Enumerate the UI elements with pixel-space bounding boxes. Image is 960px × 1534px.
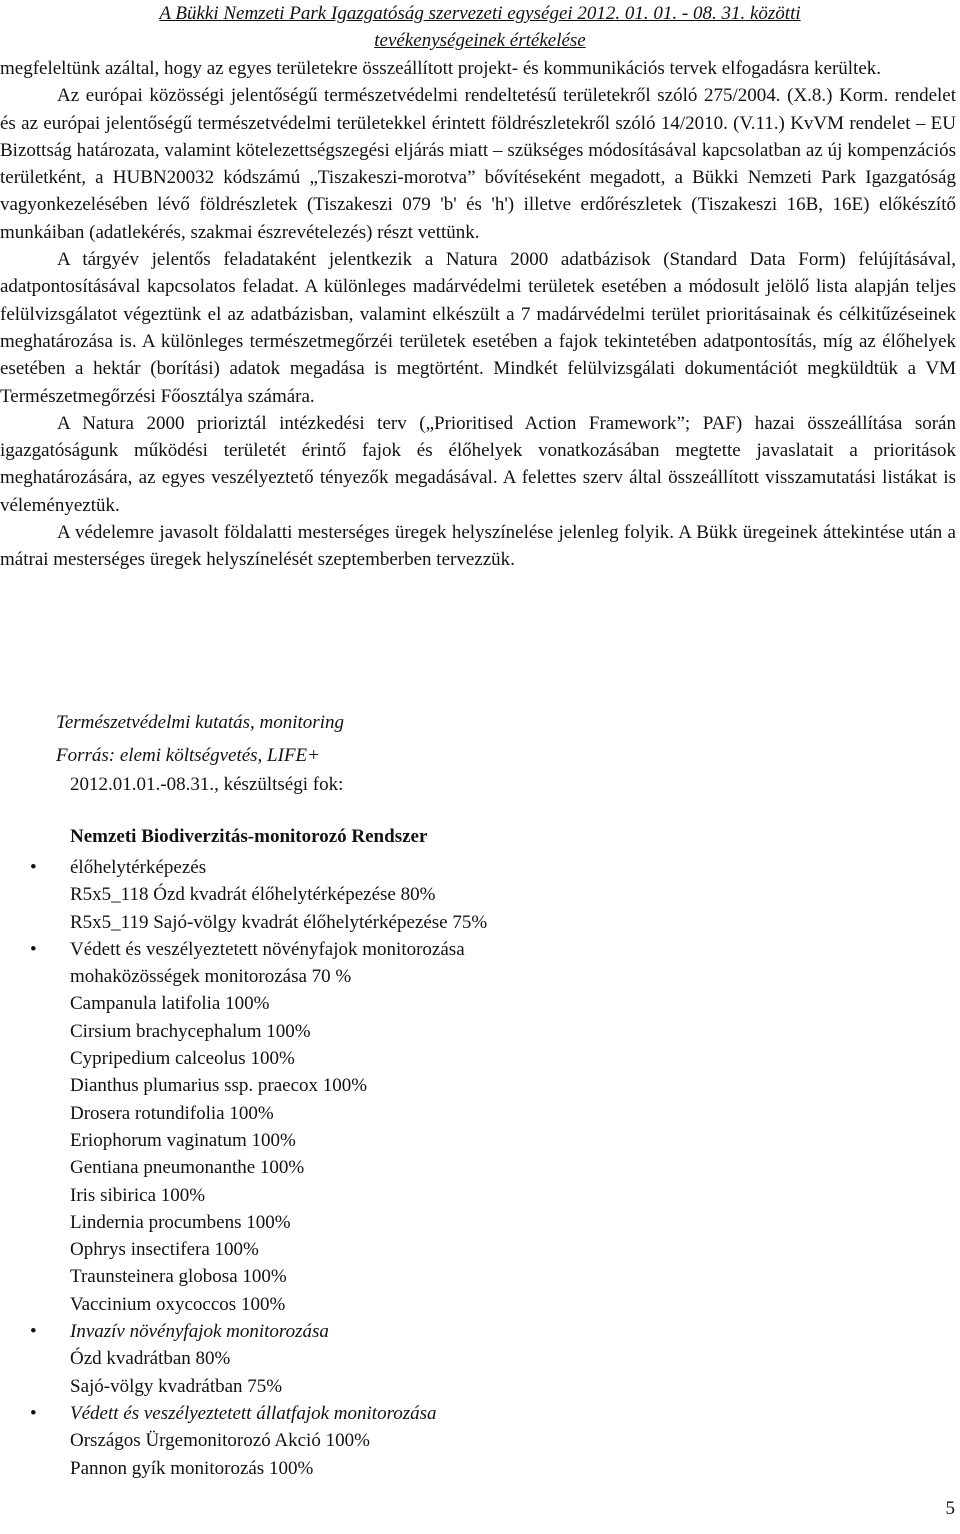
list-item (0, 881, 487, 908)
list-item-text: Ózd kvadrátban 80% (70, 1348, 231, 1370)
section-title: Természetvédelmi kutatás, monitoring (56, 712, 344, 733)
list-item-text: Ophrys insectifera 100% (70, 1239, 259, 1261)
monitoring-list (0, 854, 487, 1482)
bullet-icon: • (30, 1321, 37, 1343)
list-item-text: R5x5_118 Ózd kvadrát élőhelytérképezése 80% (70, 884, 436, 906)
section-period: 2012.01.01.-08.31., készültségi fok: (70, 774, 344, 795)
page-number: 5 (945, 1498, 955, 1519)
list-item (0, 1100, 487, 1127)
list-item-text: Campanula latifolia 100% (70, 993, 270, 1015)
list-item (0, 963, 487, 990)
header-line-1: A Bükki Nemzeti Park Igazgatóság szervezeti egységei 2012. 01. 01. - 08. 31. közötti (159, 3, 801, 24)
list-item (0, 1318, 487, 1345)
list-item-text: R5x5_119 Sajó-völgy kvadrát élőhelytérképezése 75% (70, 911, 488, 933)
list-item-text: Sajó-völgy kvadrátban 75% (70, 1375, 283, 1397)
document-body (0, 55, 956, 574)
list-item (0, 1045, 487, 1072)
section-source: Forrás: elemi költségvetés, LIFE+ (56, 745, 320, 766)
bullet-icon: • (30, 1402, 37, 1424)
list-item-text: Dianthus plumarius ssp. praecox 100% (70, 1075, 368, 1097)
list-item-text: Drosera rotundifolia 100% (70, 1102, 274, 1124)
paragraph: megfeleltünk azáltal, hogy az egyes területekre összeállított projekt- és kommunikációs tervek elfogadásra kerültek. (0, 58, 882, 79)
list-item-text: Védett és veszélyeztetett állatfajok monitorozása (70, 1402, 437, 1424)
paragraph: A tárgyév jelentős feladataként jelentkezik a Natura 2000 adatbázisok (Standard Data Form) felújításával, adatpontosításával kapcsolatos feladat. A különleges madárvédelmi területek esetében a módosult jelölő lista alapján teljes felülvizsgálatot végeztünk el az adatbázisban, valamint elkészült a 7 madárvédelmi terület prioritásainak és célkitűzéseinek meghatározása is. A különleges természetmegőrzéi területek esetében a fajok tekintetében adatpontosítás, míg az élőhelyek esetében a hektár (borítási) adatok megadása is megtörtént. Mindkét felülvizsgálati dokumentációt megküldtük a VM Természetmegőrzési Főosztálya számára. (0, 249, 956, 407)
list-item (0, 1373, 487, 1400)
list-item (0, 1263, 487, 1290)
list-item-text: Invazív növényfajok monitorozása (70, 1321, 329, 1343)
header-line-2: tevékenységeinek értékelése (374, 30, 586, 51)
list-item (0, 1018, 487, 1045)
list-item-text: Védett és veszélyeztetett növényfajok monitorozása (70, 938, 465, 960)
list-item-text: Traunsteinera globosa 100% (70, 1266, 287, 1288)
list-item (0, 1291, 487, 1318)
list-item (0, 909, 487, 936)
list-item (0, 1154, 487, 1181)
list-item (0, 990, 487, 1017)
list-item (0, 936, 487, 963)
list-item-text: Eriophorum vaginatum 100% (70, 1129, 296, 1151)
list-item-text: Iris sibirica 100% (70, 1184, 206, 1206)
list-item (0, 1345, 487, 1372)
list-item-text: Pannon gyík monitorozás 100% (70, 1457, 314, 1479)
list-item-text: Cirsium brachycephalum 100% (70, 1020, 311, 1042)
list-item (0, 1400, 487, 1427)
list-item (0, 1209, 487, 1236)
subsection-title: Nemzeti Biodiverzitás-monitorozó Rendszer (70, 826, 428, 847)
list-item (0, 1427, 487, 1454)
list-item (0, 1182, 487, 1209)
page-header (0, 0, 960, 54)
paragraph: A védelemre javasolt földalatti mesterséges üregek helyszínelése jelenleg folyik. A Bükk üregeinek áttekintése után a mátrai mesterséges üregek helyszínelését szeptemberben tervezzük. (0, 522, 956, 571)
list-item (0, 1072, 487, 1099)
list-item-text: Lindernia procumbens 100% (70, 1211, 291, 1233)
list-item-text: élőhelytérképezés (70, 857, 207, 878)
list-item (0, 854, 487, 881)
list-item (0, 1127, 487, 1154)
bullet-icon: • (30, 938, 37, 960)
list-item-text: Gentiana pneumonanthe 100% (70, 1157, 305, 1179)
list-item-text: Cypripedium calceolus 100% (70, 1048, 295, 1070)
bullet-icon: • (30, 857, 37, 878)
list-item-text: Országos Ürgemonitorozó Akció 100% (70, 1430, 370, 1452)
list-item (0, 1236, 487, 1263)
paragraph: A Natura 2000 prioriztál intézkedési terv („Prioritised Action Framework”; PAF) hazai összeállítása során igazgatóságunk működési területét érintő fajok és élőhelyek vonatkozásában megtette javaslatait a prioritások meghatározására, az egyes veszélyeztető tényezők megadásával. A felettes szerv által összeállított visszamutatási listákat is véleményeztük. (0, 412, 956, 516)
paragraph: Az európai közösségi jelentőségű természetvédelmi rendeltetésű területekről szóló 275/2004. (X.8.) Korm. rendelet és az európai jelentőségű természetvédelmi területekkel érintett földrészletekről szóló 14/2010. (V.11.) KvVM rendelet – EU Bizottság határozata, valamint kötelezettségszegési eljárás miatt – szükséges módosításával kapcsolatban az új kompenzációs területként, a HUBN20032 kódszámú „Tiszakeszi-morotva” bővítéseként megadott, a Bükki Nemzeti Park Igazgatóság vagyonkezelésében lévő földrészletek (Tiszakeszi 079 'b' és 'h') illetve erdőrészletek (Tiszakeszi 16B, 16E) előkészítő munkáiban (adatlekérés, szakmai észrevételezés) részt vettünk. (0, 85, 956, 243)
list-item (0, 1455, 487, 1482)
list-item-text: Vaccinium oxycoccos 100% (70, 1293, 286, 1315)
list-item-text: mohaközösségek monitorozása 70 % (70, 966, 352, 988)
